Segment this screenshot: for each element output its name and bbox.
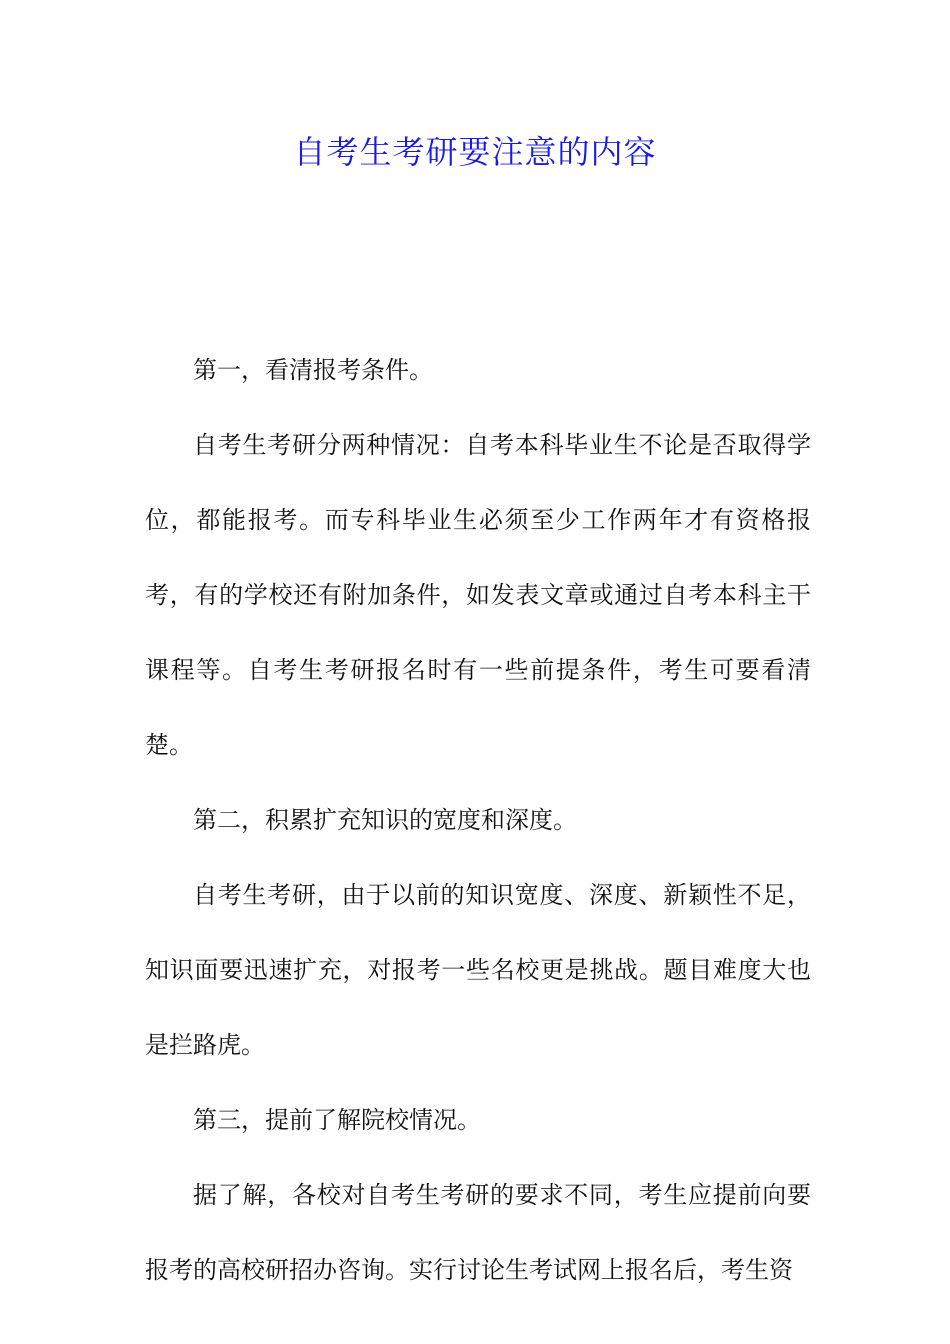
paragraph-heading-3: 第三，提前了解院校情况。 — [193, 1106, 481, 1134]
paragraph-heading-1: 第一，看清报考条件。 — [193, 356, 433, 384]
paragraph-heading-2: 第二，积累扩充知识的宽度和深度。 — [193, 806, 577, 834]
document-body — [145, 333, 811, 1308]
document-title: 自考生考研要注意的内容 — [293, 133, 657, 171]
paragraph: 自考生考研，由于以前的知识宽度、深度、新颖性不足，知识面要迅速扩充，对报考一些名校更是挑战。题目难度大也是拦路虎。 — [145, 881, 811, 1059]
paragraph: 自考生考研分两种情况：自考本科毕业生不论是否取得学位，都能报考。而专科毕业生必须至少工作两年才有资格报考，有的学校还有附加条件，如发表文章或通过自考本科主干课程等。自考生考研报名时有一些前提条件，考生可要看清楚。 — [145, 431, 811, 759]
paragraph: 据了解，各校对自考生考研的要求不同，考生应提前向要报考的高校研招办咨询。实行讨论生考试网上报名后，考生资 — [145, 1181, 811, 1284]
